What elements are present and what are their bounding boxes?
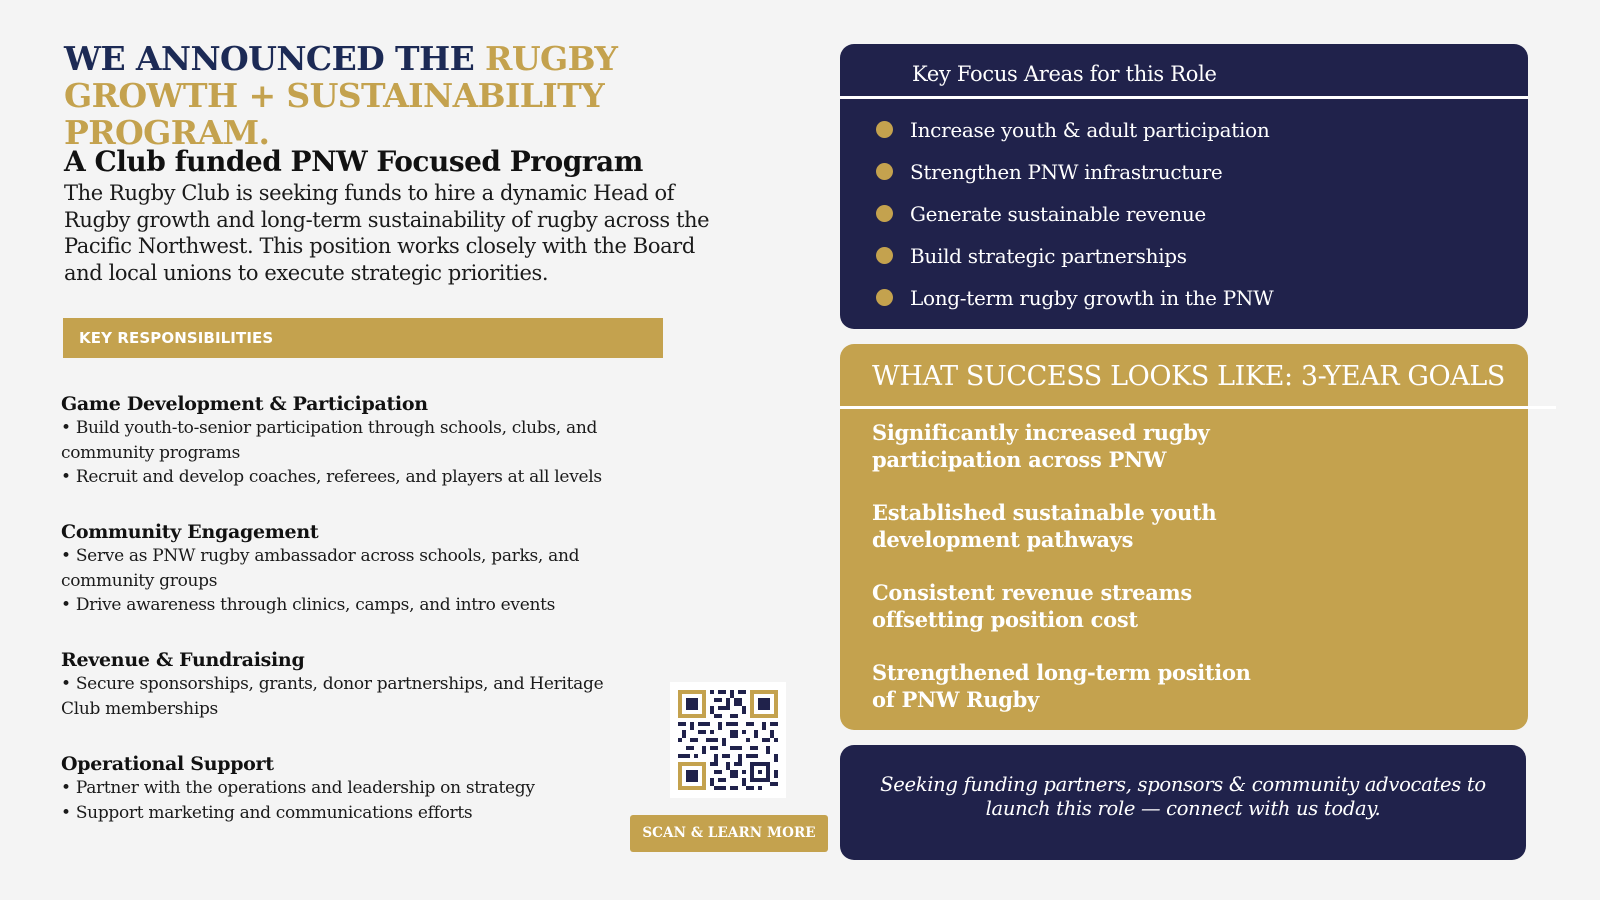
responsibility-section-community-engagement: [61, 520, 621, 618]
qr-code-icon[interactable]: [670, 682, 786, 798]
bullet-dot-icon: [876, 247, 893, 264]
section-bullet: • Partner with the operations and leadership on strategy: [61, 778, 535, 798]
headline-part-1: WE ANNOUNCED THE: [64, 39, 486, 78]
focus-divider: [840, 96, 1528, 99]
focus-item: [876, 200, 1273, 242]
section-bullet: • Secure sponsorships, grants, donor partnerships, and Heritage Club memberships: [61, 674, 604, 719]
responsibility-section-operational-support: [61, 752, 621, 825]
call-to-action-text: Seeking funding partners, sponsors & community advocates to launch this role — connect with us today.: [880, 773, 1486, 820]
focus-card-title: Key Focus Areas for this Role: [912, 62, 1217, 86]
focus-item-label: Strengthen PNW infrastructure: [910, 160, 1223, 184]
bullet-dot-icon: [876, 205, 893, 222]
focus-item-label: Long-term rugby growth in the PNW: [910, 286, 1274, 310]
key-focus-areas-card: [840, 44, 1528, 329]
program-subtitle: A Club funded PNW Focused Program: [64, 145, 643, 178]
responsibility-section-game-development: [61, 392, 621, 490]
section-title: Revenue & Fundraising: [61, 649, 305, 671]
focus-item-label: Build strategic partnerships: [910, 244, 1187, 268]
intro-paragraph: The Rugby Club is seeking funds to hire a dynamic Head of Rugby growth and long-term sustainability of rugby across the Pacific Northwest. This position works closely with the Board and local unions to execute strategic priorities.: [64, 181, 710, 285]
bullet-dot-icon: [876, 289, 893, 306]
three-year-goals-card: [840, 344, 1528, 730]
section-bullet: • Build youth-to-senior participation through schools, clubs, and community programs: [61, 418, 598, 463]
goal-item: Consistent revenue streams offsetting position cost: [872, 580, 1192, 632]
section-title: Operational Support: [61, 753, 274, 775]
focus-item: [876, 158, 1273, 200]
focus-item: [876, 242, 1273, 284]
focus-item-label: Increase youth & adult participation: [910, 118, 1270, 142]
scan-learn-more-button[interactable]: SCAN & LEARN MORE: [630, 815, 828, 852]
key-responsibilities-banner: KEY RESPONSIBILITIES: [63, 318, 663, 358]
goal-item: Significantly increased rugby participation across PNW: [872, 420, 1210, 472]
section-bullet: • Drive awareness through clinics, camps, and intro events: [61, 595, 556, 615]
section-title: Game Development & Participation: [61, 393, 428, 415]
responsibility-section-revenue-fundraising: [61, 648, 621, 721]
goals-divider: [840, 406, 1556, 409]
bullet-dot-icon: [876, 121, 893, 138]
section-bullet: • Support marketing and communications efforts: [61, 802, 473, 823]
section-bullet: • Serve as PNW rugby ambassador across schools, parks, and community groups: [61, 546, 580, 591]
goal-item: Established sustainable youth development pathways: [872, 500, 1217, 552]
headline-part-2: RUGBY GROWTH + SUSTAINABILITY PROGRAM.: [64, 39, 618, 152]
page-headline: [64, 40, 744, 151]
section-title: Community Engagement: [61, 521, 319, 543]
focus-item: [876, 284, 1273, 326]
focus-item: [876, 116, 1273, 158]
goals-card-title: WHAT SUCCESS LOOKS LIKE: 3-YEAR GOALS: [872, 361, 1506, 392]
focus-list: [876, 116, 1273, 326]
section-bullet: • Recruit and develop coaches, referees, and players at all levels: [61, 467, 602, 487]
goal-item: Strengthened long-term position of PNW Rugby: [872, 660, 1251, 712]
bullet-dot-icon: [876, 163, 893, 180]
call-to-action-card: [840, 745, 1526, 860]
focus-item-label: Generate sustainable revenue: [910, 202, 1206, 226]
